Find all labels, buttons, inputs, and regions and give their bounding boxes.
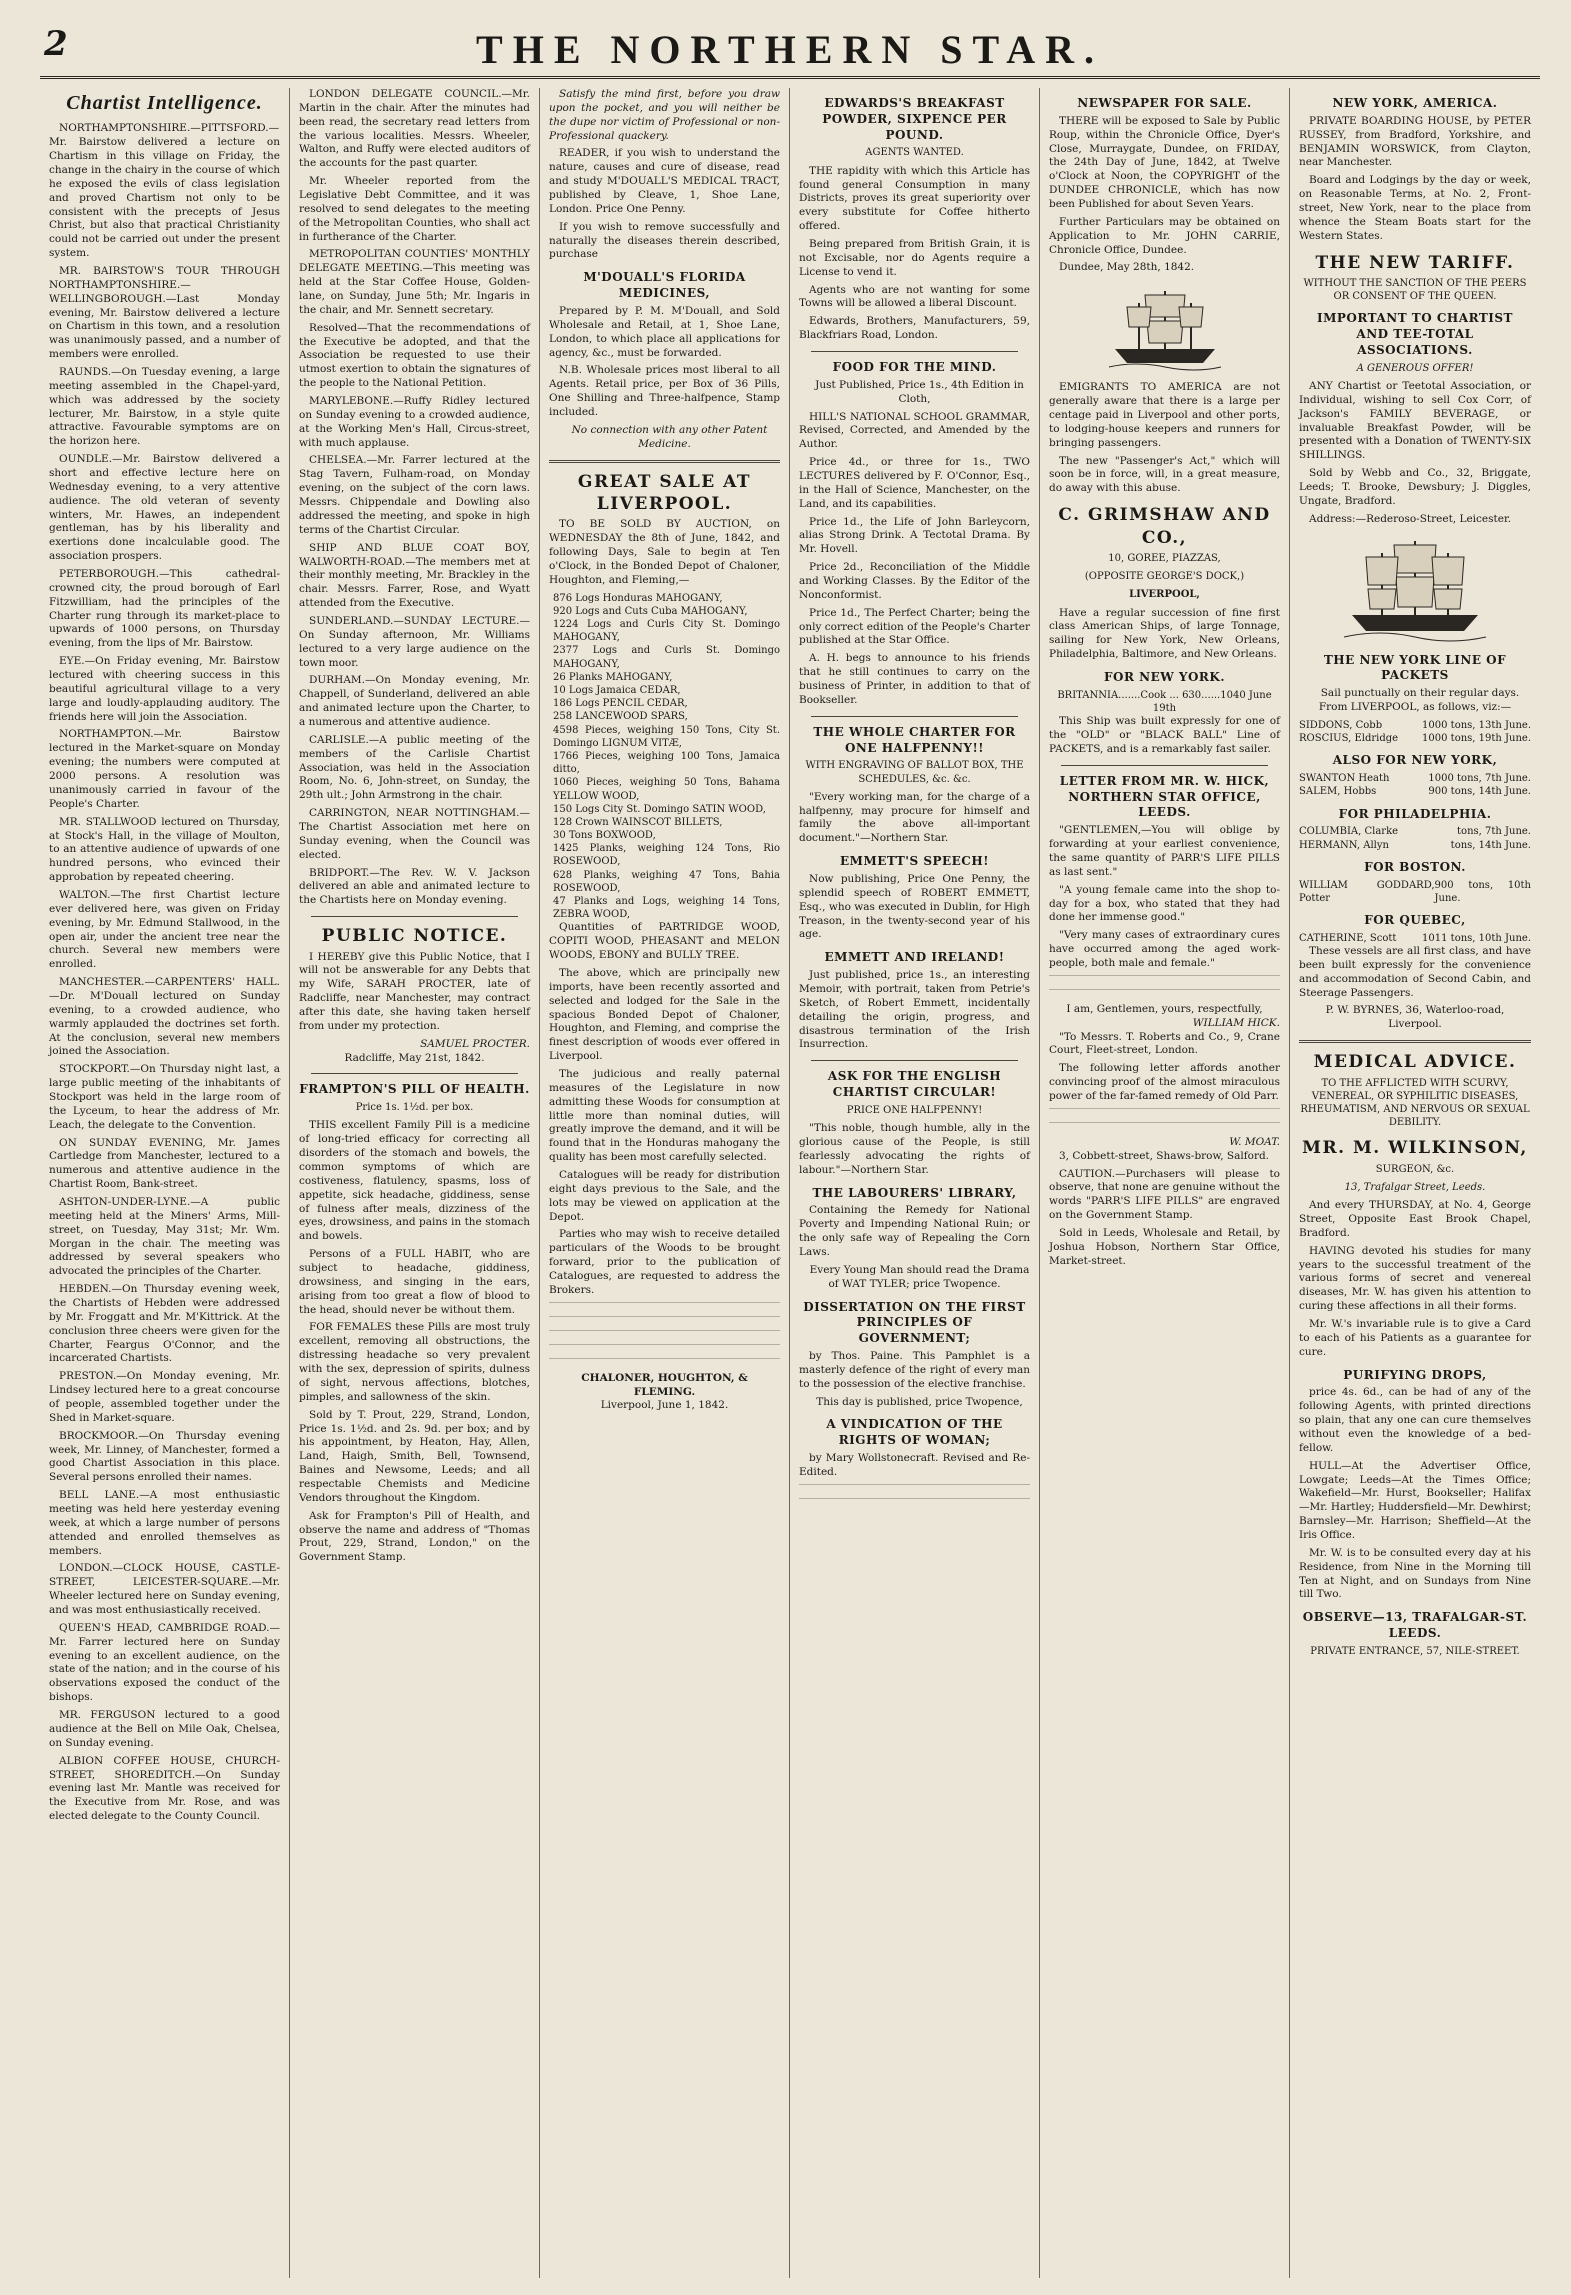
sailing-list xyxy=(1299,932,1531,945)
ad-paragraph: "Every working man, for the charge of a halfpenny, may procure for himself and family the above all-important document."—Northern Star. xyxy=(799,790,1030,845)
ad-heading: IMPORTANT TO CHARTIST AND TEE-TOTAL ASSOCIATIONS. xyxy=(1317,311,1513,358)
letter-paragraph: The following letter affords another convincing proof of the almost miraculous power of the far-famed remedy of Old Parr. xyxy=(1049,1062,1280,1103)
ad-heading: EMMETT AND IRELAND! xyxy=(824,950,1005,965)
ad-paragraph: Sold by Webb and Co., 32, Briggate, Leeds; T. Brooke, Dewsbury; J. Diggles, Ungate, Bradford. xyxy=(1299,467,1531,507)
ad-paragraph: ANY Chartist or Teetotal Association, or Individual, wishing to sell Cox Corr, of Jackson's FAMILY BEVERAGE, or invaluable Breakfast Powder, will be presented with a Donation of TWENTY-SIX SHILLINGS. xyxy=(1299,380,1531,462)
sale-place: Liverpool, June 1, 1842. xyxy=(600,1399,729,1412)
article-paragraph: LONDON.—CLOCK HOUSE, CASTLE-STREET, LEICESTER-SQUARE.—Mr. Wheeler lectured here on Sunday evening, and was most enthusiastically received. xyxy=(49,1562,280,1617)
sale-paragraph: Catalogues will be ready for distribution eight days previous to the Sale, and the lots may be viewed on application at the Depot. xyxy=(549,1169,780,1223)
article-paragraph: CHELSEA.—Mr. Farrer lectured at the Stag Tavern, Fulham-road, on Monday evening, on the subject of the corn laws. Messrs. Chippendale and Dowling also addressed the meeting, and spoke in high terms of the Chartist Circular. xyxy=(299,454,530,536)
ad-paragraph: Sail punctually on their regular days. From LIVERPOOL, as follows, viz:— xyxy=(1318,687,1520,714)
ad-paragraph: These vessels are all first class, and have been built expressly for the convenience and accommodation of Second Cabin, and Steerage Passengers. xyxy=(1299,945,1531,999)
sailing-entry xyxy=(1299,932,1531,945)
letter-paragraph: "To Messrs. T. Roberts and Co., 9, Crane Court, Fleet-street, London. xyxy=(1049,1030,1280,1057)
article-paragraph: CARLISLE.—A public meeting of the members of the Carlisle Chartist Association, was held in the Association Room, No. 6, John-street, on Sunday, the 29th ult.; John Armstrong in the chair. xyxy=(299,733,530,802)
divider xyxy=(811,1060,1018,1061)
ad-paragraph: Being prepared from British Grain, it is not Excisable, nor do Agents require a License to vend it. xyxy=(799,237,1030,278)
notice-text: I HEREBY give this Public Notice, that I will not be answerable for any Debts that my Wife, SARAH PROCTER, late of Radcliffe, near Manchester, may contract after this date, she having taken herself from under my protection. xyxy=(299,950,530,1032)
ad-heading: EDWARDS'S BREAKFAST POWDER, SIXPENCE PER POUND. xyxy=(822,96,1007,142)
ad-paragraph: Price 1d., the Life of John Barleycorn, alias Strong Drink. A Tectotal Drama. By Mr. Hovell. xyxy=(799,515,1030,556)
auction-lot: 1060 Pieces, weighing 50 Tons, Bahama YELLOW WOOD, xyxy=(553,777,780,802)
article-paragraph: HEBDEN.—On Thursday evening week, the Chartists of Hebden were addressed by Mr. Froggatt and Mr. M'Kittrick. At the conclusion three cheers were given for the Charter, Feargus O'Connor, and the incarcerated Chartists. xyxy=(49,1283,280,1365)
article-paragraph: EYE.—On Friday evening, Mr. Bairstow lectured with cheering success in this beautiful agricultural village to a very large and loudly-applauding auditory. The friends here will join the Association. xyxy=(49,655,280,723)
text-lines xyxy=(1049,1108,1280,1118)
column-1 xyxy=(40,88,290,2278)
divider xyxy=(549,460,780,463)
ad-paragraph: Just published, price 1s., an interesting Memoir, with portrait, taken from Petrie's Sketch, of Robert Emmett, incidentally detailing the origin, progress, and disastrous termination of the Irish Insurrection. xyxy=(799,969,1030,1051)
ship-name: SIDDONS, Cobb xyxy=(1299,720,1383,732)
ad-paragraph: FOR FEMALES these Pills are most truly excellent, removing all obstructions, the distressing headache so very prevalent with the sex, depression of spirits, dulness of sight, nervous affections, blotches, pimples, and sallowness of the skin. xyxy=(299,1321,530,1403)
ship-tonnage-date: tons, 14th June. xyxy=(1450,839,1531,851)
text-lines xyxy=(549,1302,780,1312)
ad-paragraph: HILL'S NATIONAL SCHOOL GRAMMAR, Revised, Corrected, and Amended by the Author. xyxy=(799,410,1030,451)
divider xyxy=(811,351,1018,352)
ad-paragraph: This day is published, price Twopence, xyxy=(816,1395,1023,1408)
sailing-list xyxy=(1299,825,1531,851)
letter-heading: LETTER FROM MR. W. HICK, NORTHERN STAR OFFICE, LEEDS. xyxy=(1059,773,1270,820)
sailing-entry xyxy=(1299,772,1531,785)
article-paragraph: STOCKPORT.—On Thursday night last, a large public meeting of the inhabitants of Stockport was held in the large room of the Lyceum, to hear the address of Mr. Leach, the delegate to the Convention. xyxy=(49,1063,280,1131)
section-title: Chartist Intelligence. xyxy=(66,92,263,114)
ad-heading: ALSO FOR NEW YORK, xyxy=(1332,753,1498,768)
ad-heading: NEWSPAPER FOR SALE. xyxy=(1077,96,1252,110)
ad-heading: FOR QUEBEC, xyxy=(1364,913,1466,927)
sale-paragraph: TO BE SOLD BY AUCTION, on WEDNESDAY the 8th of June, 1842, and following Days, Sale to begin at Ten o'Clock, in the Bonded Depot of Chaloner, Houghton, and Fleming,— xyxy=(549,518,780,586)
surgeon-title: SURGEON, &c. xyxy=(1375,1163,1455,1175)
ship-listing: BRITANNIA.......Cook ... 630......1040 June 19th xyxy=(1057,689,1272,715)
newspaper-title: THE NORTHERN STAR. xyxy=(476,27,1104,72)
auction-lot: 186 Logs PENCIL CEDAR, xyxy=(553,698,688,710)
ad-heading: THE NEW TARIFF. xyxy=(1315,252,1515,273)
article-paragraph: ASHTON-UNDER-LYNE.—A public meeting held at the Miners' Arms, Mill-street, on Tuesday, May 31st; Mr. Wm. Morgan in the chair. The meeting was addressed by several speakers who advocated the principles of the Charter. xyxy=(49,1195,280,1278)
ad-tagline: Satisfy the mind first, before you draw upon the pocket, and you will neither be the dupe nor victim of Professional or non-Professional quackery. xyxy=(549,88,780,142)
text-lines xyxy=(549,1344,780,1354)
sale-paragraph: The judicious and really paternal measures of the Legislature in now admitting these Woods for consumption at little more than nominal duties, will greatly improve the demand, and it will be found that in the Honduras mahogany the quality has been most carefully selected. xyxy=(549,1068,780,1164)
ad-paragraph: THERE will be exposed to Sale by Public Roup, within the Chronicle Office, Dyer's Close, Murraygate, Dundee, on FRIDAY, the 24th Day of June, 1842, at Twelve o'Clock at Noon, the COPYRIGHT of the DUNDEE CHRONICLE, which has now been Published for about Seven Years. xyxy=(1049,114,1280,210)
sailing-entry xyxy=(1299,785,1531,798)
ad-heading: FRAMPTON'S PILL OF HEALTH. xyxy=(299,1082,530,1097)
company-name: C. GRIMSHAW AND CO., xyxy=(1058,505,1271,548)
ad-paragraph: Price 4d., or three for 1s., TWO LECTURES delivered by F. O'Connor, Esq., in the Hall of Science, Manchester, on the Land, and its capabilities. xyxy=(799,456,1030,510)
divider xyxy=(311,1073,518,1074)
surgeon-name: MR. M. WILKINSON, xyxy=(1302,1138,1528,1159)
sale-paragraph: Parties who may wish to receive detailed particulars of the Woods to be brought forward, prior to the publication of Catalogues, are requested to address the Brokers. xyxy=(549,1228,780,1296)
ad-heading: FOR NEW YORK. xyxy=(1104,670,1225,685)
auction-lot: 30 Tons BOXWOOD, xyxy=(553,830,656,842)
article-paragraph: METROPOLITAN COUNTIES' MONTHLY DELEGATE MEETING.—This meeting was held at the Star Coffee House, Golden-lane, on Sunday, June 5th; Mr. Ingaris in the chair, and Mr. Sennett secretary. xyxy=(299,248,530,316)
article-paragraph: Mr. Wheeler reported from the Legislative Debt Committee, and it was resolved to send delegates to the meeting of the Metropolitan Counties, who shall act in furtherance of the Charter. xyxy=(299,175,530,243)
company-address: 10, GOREE, PIAZZAS, xyxy=(1108,553,1221,565)
ad-paragraph: by Thos. Paine. This Pamphlet is a masterly defence of the right of every man to the possession of the elective franchise. xyxy=(799,1350,1030,1390)
ship-tonnage-date: 900 tons, 10th June. xyxy=(1434,879,1531,904)
ad-paragraph: A. H. begs to announce to his friends that he still continues to carry on the business of Printer, in addition to that of Bookseller. xyxy=(799,652,1030,706)
article-paragraph: NORTHAMPTONSHIRE.—PITTSFORD.—Mr. Bairstow delivered a lecture on Chartism in this village on Friday, the change in the chairy in the course of which he exposed the evils of class legislation and proved Chartism not only to be consistent with the precepts of Jesus Christ, but also that practical Christianity could not be carried out under the present system. xyxy=(49,122,280,260)
sailing-entry xyxy=(1299,839,1531,852)
article-paragraph: ON SUNDAY EVENING, Mr. James Cartledge from Manchester, lectured to a numerous and attentive audience in the Chartist Room, Bank-street. xyxy=(49,1136,280,1191)
auction-lot: 920 Logs and Cuts Cuba MAHOGANY, xyxy=(553,605,748,617)
article-paragraph: MANCHESTER.—CARPENTERS' HALL.—Dr. M'Douall lectured on Sunday evening, to a crowded audience, who warmly applauded the doctrines set forth. At the conclusion, several new members joined the Association. xyxy=(49,976,280,1058)
ad-paragraph: If you wish to remove successfully and naturally the diseases therein described, purchase xyxy=(549,220,780,261)
text-lines xyxy=(1049,1122,1280,1132)
agents-list: HULL—At the Advertiser Office, Lowgate; Leeds—At the Times Office; Wakefield—Mr. Hurst, Bookseller; Halifax—Mr. Hartley; Huddersfield—Mr. Dewhirst; Barnsley—Mr. Harrison; Sheffield—At the Iris Office. xyxy=(1299,1459,1531,1542)
ad-paragraph: Edwards, Brothers, Manufacturers, 59, Blackfriars Road, London. xyxy=(799,315,1030,342)
ad-heading: THE NEW YORK LINE OF PACKETS xyxy=(1323,652,1507,683)
ad-heading: OBSERVE—13, TRAFALGAR-ST. LEEDS. xyxy=(1302,1610,1528,1641)
article-paragraph: BRIDPORT.—The Rev. W. V. Jackson delivered an able and animated lecture to the Chartists here on Monday evening. xyxy=(299,866,530,907)
ad-paragraph: EMIGRANTS TO AMERICA are not generally aware that there is a large per centage paid in Liverpool and other ports, to lodging-house keepers and runners for bringing passengers. xyxy=(1049,381,1280,449)
text-lines xyxy=(799,1498,1030,1508)
sailing-list xyxy=(1299,772,1531,798)
page-number: 2 xyxy=(44,24,68,64)
letter-signature: W. MOAT. xyxy=(1229,1135,1280,1148)
divider xyxy=(1061,765,1268,766)
article-paragraph: RAUNDS.—On Tuesday evening, a large meeting assembled in the Chapel-yard, which was addressed by the society lecturer, Mr. Bairstow, in a style quite attractive. Favourable symptoms are on the horizon here. xyxy=(49,366,280,448)
article-paragraph: WALTON.—The first Chartist lecture ever delivered here, was given on Friday evening, by Mr. Edmund Stallwood, in the open air, under the ancient tree near the church. Several new members were enrolled. xyxy=(49,888,280,971)
ad-heading: PURIFYING DROPS, xyxy=(1343,1367,1487,1382)
ad-paragraph: Persons of a FULL HABIT, who are subject to headache, giddiness, drowsiness, and singing in the ears, arising from too great a flow of blood to the head, should never be without them. xyxy=(299,1248,530,1316)
ad-subheading: WITH ENGRAVING OF BALLOT BOX, THE SCHEDULES, &c. &c. xyxy=(805,760,1024,785)
ship-name: HERMANN, Allyn xyxy=(1299,839,1389,851)
sale-paragraph: The above, which are principally new imports, have been recently assorted and selected and lodged for the Sale in the spacious Bonded Depot of Chaloner, Houghton, and Fleming, and comprise the finest description of woods ever offered in Liverpool. xyxy=(549,967,780,1063)
auction-lot: 4598 Pieces, weighing 150 Tons, City St. Domingo LIGNUM VITÆ, xyxy=(553,724,780,749)
masthead xyxy=(40,18,1540,79)
notice-signature: SAMUEL PROCTER. xyxy=(420,1037,530,1050)
sailing-list xyxy=(1299,879,1531,905)
article-paragraph: DURHAM.—On Monday evening, Mr. Chappell, of Sunderland, delivered an able and animated lecture upon the Charter, to a numerous and attentive audience. xyxy=(299,674,530,728)
sailing-entry xyxy=(1299,879,1531,905)
ship-tonnage-date: 1000 tons, 19th June. xyxy=(1422,733,1531,745)
article-paragraph: PETERBOROUGH.—This cathedral-crowned city, the proud borough of Earl Fitzwilliam, had the principles of the Charter rung through its market-place to upwards of 1000 persons, on Thursday evening, from the lips of Mr. Bairstow. xyxy=(49,568,280,650)
ad-subheading: AGENTS WANTED. xyxy=(865,147,964,159)
ad-paragraph: Price 2d., Reconciliation of the Middle and Working Classes. By the Editor of the Nonconformist. xyxy=(799,561,1030,601)
ad-paragraph: Board and Lodgings by the day or week, on Reasonable Terms, at No. 2, Front-street, New York, near to the place from whence the Steam Boats start for the Western States. xyxy=(1299,174,1531,242)
ad-signature: P. W. BYRNES, 36, Waterloo-road, Liverpool. xyxy=(1325,1004,1505,1031)
sale-signature: CHALONER, HOUGHTON, & FLEMING. xyxy=(581,1371,748,1398)
article-paragraph: CARRINGTON, NEAR NOTTINGHAM.—The Chartist Association met here on Sunday evening, when the Council was elected. xyxy=(299,807,530,861)
ad-subheading: PRICE ONE HALFPENNY! xyxy=(846,1104,983,1116)
auction-lot: 2377 Logs and Curls St. Domingo MAHOGANY, xyxy=(553,645,780,670)
article-paragraph: MARYLEBONE.—Ruffy Ridley lectured on Sunday evening to a crowded audience, at the Working Men's Hall, Circus-street, with much applause. xyxy=(299,395,530,449)
ad-heading: DISSERTATION ON THE FIRST PRINCIPLES OF GOVERNMENT; xyxy=(803,1299,1026,1346)
auction-lot: 258 LANCEWOOD SPARS, xyxy=(553,711,688,723)
auction-lot: 1224 Logs and Curls City St. Domingo MAHOGANY, xyxy=(553,619,780,644)
letter-signature: WILLIAM HICK. xyxy=(1192,1016,1280,1029)
article-paragraph: NORTHAMPTON.—Mr. Bairstow lectured in the Market-square on Monday evening; the numbers were computed at 2000 persons. A resolution was unanimously carried in favour of the People's Charter. xyxy=(49,728,280,810)
ad-heading: FOR PHILADELPHIA. xyxy=(1338,806,1492,821)
ad-paragraph: THE rapidity with which this Article has found general Consumption in many Districts, proves its great superiority over every substitute for Coffee hitherto offered. xyxy=(799,164,1030,233)
article-paragraph: BELL LANE.—A most enthusiastic meeting was held here yesterday evening week, at which a large number of persons attended and enrolled themselves as members. xyxy=(49,1489,280,1557)
article-columns xyxy=(40,88,1540,2278)
auction-lot: 150 Logs City St. Domingo SATIN WOOD, xyxy=(553,803,766,815)
ad-paragraph: by Mary Wollstonecraft. Revised and Re-Edited. xyxy=(799,1452,1030,1478)
ship-tonnage-date: 900 tons, 14th June. xyxy=(1428,786,1531,798)
ad-paragraph: Have a regular succession of fine first class American Ships, of large Tonnage, sailing for New York, New Orleans, Philadelphia, Baltimore, and New Orleans. xyxy=(1049,606,1280,661)
ad-heading: NEW YORK, AMERICA. xyxy=(1332,96,1498,110)
column-6 xyxy=(1290,88,1540,2278)
article-paragraph: MR. STALLWOOD lectured on Thursday, at Stock's Hall, in the village of Moulton, to an attentive audience of upwards of one hundred persons, who evinced their approbation by repeated cheering. xyxy=(49,815,280,884)
auction-lot: 47 Planks and Logs, weighing 14 Tons, ZEBRA WOOD, xyxy=(553,896,780,921)
ad-paragraph: "This noble, though humble, ally in the glorious cause of the People, is still fearlessly advocating the rights of labour."—Northern Star. xyxy=(799,1122,1030,1176)
ship-tonnage-date: 1000 tons, 7th June. xyxy=(1428,773,1531,785)
article-paragraph: LONDON DELEGATE COUNCIL.—Mr. Martin in the chair. After the minutes had been read, the secretary read letters from the various localities. Messrs. Wheeler, Walton, and Ruffy were elected auditors of the accounts for the past quarter. xyxy=(299,88,530,170)
article-paragraph: PRESTON.—On Monday evening, Mr. Lindsey lectured here to a great concourse of people, assembled together under the Shed in Market-square. xyxy=(49,1370,280,1424)
ad-paragraph: Mr. W. is to be consulted every day at his Residence, from Nine in the Morning till Ten at Night, and on Sundays from Nine till Two. xyxy=(1299,1546,1531,1601)
sailing-entry xyxy=(1299,825,1531,838)
ad-paragraph: Address:—Rederoso-Street, Leicester. xyxy=(1309,512,1512,525)
medical-advice-heading: MEDICAL ADVICE. xyxy=(1313,1052,1517,1073)
ad-paragraph: And every THURSDAY, at No. 4, George Street, Opposite East Brook Chapel, Bradford. xyxy=(1299,1199,1531,1239)
ship-name: CATHERINE, Scott xyxy=(1299,932,1397,944)
ad-note: No connection with any other Patent Medicine. xyxy=(571,423,768,450)
notice-heading: PUBLIC NOTICE. xyxy=(321,926,508,947)
auction-lot: 128 Crown WAINSCOT BILLETS, xyxy=(553,816,723,828)
article-paragraph: SUNDERLAND.—SUNDAY LECTURE.—On Sunday afternoon, Mr. Williams lectured to a very large audience on the town moor. xyxy=(299,614,530,669)
article-paragraph: MR. BAIRSTOW'S TOUR THROUGH NORTHAMPTONSHIRE.—WELLINGBOROUGH.—Last Monday evening, Mr. Bairstow delivered a lecture on Chartism in this town, and a resolution was unanimously passed, and a number of members were enrolled. xyxy=(49,264,280,361)
ad-paragraph: Prepared by P. M. M'Douall, and Sold Wholesale and Retail, at 1, Shoe Lane, London, to which place all applications for agency, &c., must be forwarded. xyxy=(549,304,780,359)
column-4 xyxy=(790,88,1040,2278)
ad-paragraph: Further Particulars may be obtained on Application to Mr. JOHN CARRIE, Chronicle Office, Dundee. xyxy=(1049,215,1280,256)
ship-name: WILLIAM GODDARD, Potter xyxy=(1299,879,1435,904)
ad-price: Price 1s. 1½d. per box. xyxy=(355,1102,474,1114)
letter-paragraph: "A young female came into the shop to-day for a box, who stated that they had done her immense good." xyxy=(1049,883,1280,924)
ship-tonnage-date: 1000 tons, 13th June. xyxy=(1422,720,1531,732)
divider xyxy=(311,916,518,917)
article-paragraph: BROCKMOOR.—On Thursday evening week, Mr. Linney, of Manchester, formed a good Chartist Association in this place. Several persons enrolled their names. xyxy=(49,1429,280,1484)
auction-lot: 876 Logs Honduras MAHOGANY, xyxy=(553,592,723,604)
ad-paragraph: Dundee, May 28th, 1842. xyxy=(1059,261,1195,274)
ship-tonnage-date: 1011 tons, 10th June. xyxy=(1422,932,1531,944)
letter-paragraph: "GENTLEMEN,—You will oblige by forwarding at your earliest convenience, the same quantity of PARR'S LIFE PILLS as last sent." xyxy=(1049,824,1280,878)
sale-heading: GREAT SALE AT LIVERPOOL. xyxy=(577,471,752,514)
ad-heading: A VINDICATION OF THE RIGHTS OF WOMAN; xyxy=(826,1417,1003,1448)
ad-heading: FOOD FOR THE MIND. xyxy=(832,359,997,374)
ad-paragraph: READER, if you wish to understand the nature, causes and cure of disease, read and study M'DOUALL'S MEDICAL TRACT, published by Cleave, 1, Shoe Lane, London. Price One Penny. xyxy=(549,147,780,215)
letter-paragraph: 3, Cobbett-street, Shaws-brow, Salford. xyxy=(1059,1149,1270,1162)
sailing-ship-icon xyxy=(1105,283,1225,373)
ad-paragraph: Containing the Remedy for National Poverty and Impending National Ruin; or the only safe way of Repealing the Corn Laws. xyxy=(799,1204,1030,1258)
ad-paragraph: Now publishing, Price One Penny, the splendid speech of ROBERT EMMETT, Esq., who was executed in Dublin, for High Treason, in the twenty-second year of his age. xyxy=(799,873,1030,941)
packet-ship-icon xyxy=(1340,535,1490,645)
ad-heading: M'DOUALL'S FLORIDA MEDICINES, xyxy=(583,270,746,301)
ad-paragraph: This Ship was built expressly for one of the "OLD" or "BLACK BALL" Line of PACKETS, and is a remarkably fast sailer. xyxy=(1049,715,1280,755)
text-lines xyxy=(549,1330,780,1340)
text-lines xyxy=(549,1358,780,1368)
company-city: LIVERPOOL, xyxy=(1129,589,1200,601)
sailing-entry xyxy=(1299,732,1531,745)
ad-paragraph: Mr. W.'s invariable rule is to give a Card to each of his Patients as a guarantee for cure. xyxy=(1299,1318,1531,1358)
article-paragraph: SHIP AND BLUE COAT BOY, WALWORTH-ROAD.—The members met at their monthly meeting, Mr. Brackley in the chair. Messrs. Farrer, Rose, and Wyatt attended from the Executive. xyxy=(299,541,530,610)
ad-subheading: PRIVATE ENTRANCE, 57, NILE-STREET. xyxy=(1310,1646,1520,1657)
ad-paragraph: THIS excellent Family Pill is a medicine of long-tried efficacy for correcting all disorders of the stomach and bowels, the common symptoms of which are costiveness, flatulency, spasms, loss of appetite, sick headache, giddiness, sense of fulness after meals, dizziness of the eyes, drowsiness, and pains in the stomach and bowels. xyxy=(299,1119,530,1243)
column-3 xyxy=(540,88,790,2278)
ad-heading: THE LABOURERS' LIBRARY, xyxy=(812,1185,1017,1200)
ad-paragraph: The new "Passenger's Act," which will soon be in force, will, in a great measure, do away with this abuse. xyxy=(1049,454,1280,495)
ad-paragraph: N.B. Wholesale prices most liberal to all Agents. Retail price, per Box of 36 Pills, One Shilling and Three-halfpence, Stamp included. xyxy=(549,364,780,418)
ad-paragraph: price 4s. 6d., can be had of any of the following Agents, with printed directions so plain, that any one can cure themselves without even the knowledge of a bed-fellow. xyxy=(1299,1386,1531,1454)
article-paragraph: Resolved—That the recommendations of the Executive be adopted, and that the Association be requested to use their utmost exertion to obtain the signatures of the people to the National Petition. xyxy=(299,321,530,390)
article-paragraph: ALBION COFFEE HOUSE, CHURCH-STREET, SHOREDITCH.—On Sunday evening last Mr. Mantle was received for the Executive from Mr. Rose, and was elected delegate to the County Council. xyxy=(49,1754,280,1823)
ad-paragraph: PRIVATE BOARDING HOUSE, by PETER RUSSEY, from Bradford, Yorkshire, and BENJAMIN WORSWICK, from Clayton, near Manchester. xyxy=(1299,114,1531,169)
ad-paragraph: Ask for Frampton's Pill of Health, and observe the name and address of "Thomas Prout, 229, Strand, London," on the Government Stamp. xyxy=(299,1509,530,1564)
notice-place: Radcliffe, May 21st, 1842. xyxy=(344,1051,485,1064)
ad-paragraph: Price 1d., The Perfect Charter; being the only correct edition of the People's Charter published at the Star Office. xyxy=(799,606,1030,647)
ad-paragraph: HAVING devoted his studies for many years to the successful treatment of the various forms of secret and venereal diseases, Mr. W. has given his attention to curing these affections in all their forms. xyxy=(1299,1244,1531,1313)
text-lines xyxy=(549,1316,780,1326)
ad-paragraph: Just Published, Price 1s., 4th Edition in Cloth, xyxy=(815,378,1024,405)
text-lines xyxy=(1049,975,1280,985)
auction-lot: 1425 Planks, weighing 124 Tons, Rio ROSEWOOD, xyxy=(553,843,780,868)
ad-heading: ASK FOR THE ENGLISH CHARTIST CIRCULAR! xyxy=(827,1069,1002,1100)
ad-heading: THE WHOLE CHARTER FOR ONE HALFPENNY!! xyxy=(813,724,1016,755)
medical-subheading: TO THE AFFLICTED WITH SCURVY, VENEREAL, OR SYPHILITIC DISEASES, RHEUMATISM, AND NERVOUS OR SEXUAL DEBILITY. xyxy=(1300,1077,1530,1129)
ship-name: SALEM, Hobbs xyxy=(1299,786,1377,798)
ship-tonnage-date: tons, 7th June. xyxy=(1457,826,1531,838)
text-lines xyxy=(1049,989,1280,999)
article-paragraph: QUEEN'S HEAD, CAMBRIDGE ROAD.—Mr. Farrer lectured here on Sunday evening to an excellent audience, on the state of the nation; and in the course of his observations exposed the conduct of the bishops. xyxy=(49,1621,280,1704)
divider xyxy=(811,716,1018,717)
ad-paragraph: Agents who are not wanting for some Towns will be allowed a liberal Discount. xyxy=(799,283,1030,310)
ship-name: SWANTON Heath xyxy=(1299,773,1390,785)
letter-paragraph: "Very many cases of extraordinary cures have occurred among the aged work-people, both male and female." xyxy=(1049,929,1280,970)
caution-paragraph: CAUTION.—Purchasers will please to observe, that none are genuine without the words "PARR'S LIFE PILLS" are engraved on the Government Stamp. xyxy=(1049,1167,1280,1222)
ad-heading: EMMETT'S SPEECH! xyxy=(840,854,989,869)
ad-subheading: A GENEROUS OFFER! xyxy=(1356,362,1474,374)
sailing-entry xyxy=(1299,719,1531,732)
column-2 xyxy=(290,88,540,2278)
auction-lot: 10 Logs Jamaica CEDAR, xyxy=(553,685,681,697)
sale-paragraph: Quantities of PARTRIDGE WOOD, COPITI WOOD, PHEASANT and MELON WOODS, EBONY and BULLY TREE. xyxy=(549,921,780,962)
ship-name: ROSCIUS, Eldridge xyxy=(1299,733,1399,745)
company-address-note: (OPPOSITE GEORGE'S DOCK,) xyxy=(1084,571,1245,583)
divider xyxy=(1299,1040,1531,1043)
sailing-list xyxy=(1299,719,1531,745)
article-paragraph: MR. FERGUSON lectured to a good audience at the Bell on Mile Oak, Chelsea, on Sunday evening. xyxy=(49,1709,280,1749)
auction-lot: 628 Planks, weighing 47 Tons, Bahia ROSEWOOD, xyxy=(553,869,780,894)
ship-name: COLUMBIA, Clarke xyxy=(1299,826,1399,838)
ad-subheading: WITHOUT THE SANCTION OF THE PEERS OR CONSENT OF THE QUEEN. xyxy=(1303,278,1527,303)
letter-closing: I am, Gentlemen, yours, respectfully, xyxy=(1066,1002,1263,1015)
lot-list xyxy=(549,592,780,922)
ad-paragraph: Sold in Leeds, Wholesale and Retail, by Joshua Hobson, Northern Star Office, Market-street. xyxy=(1049,1227,1280,1267)
auction-lot: 1766 Pieces, weighing 100 Tons, Jamaica ditto, xyxy=(553,750,780,776)
auction-lot: 26 Planks MAHOGANY, xyxy=(553,671,673,683)
column-5 xyxy=(1040,88,1290,2278)
ad-paragraph: Sold by T. Prout, 229, Strand, London, Price 1s. 1½d. and 2s. 9d. per box; and by his appointment, by Heaton, Hay, Allen, Land, Haigh, Smith, Bell, Townsend, Baines and Newsome, Leeds; and all respectable Chemists and Medicine Vendors throughout the Kingdom. xyxy=(299,1408,530,1504)
ad-heading: FOR BOSTON. xyxy=(1364,859,1466,874)
text-lines xyxy=(799,1484,1030,1494)
article-paragraph: OUNDLE.—Mr. Bairstow delivered a short and effective lecture here on Wednesday evening, to a very attentive audience. The old veteran of seventy winters, Mr. Hawes, an independent gentleman, has by his liberality and exertions done incalculable good. The association prospers. xyxy=(49,453,280,563)
ad-paragraph: Every Young Man should read the Drama of WAT TYLER; price Twopence. xyxy=(809,1263,1030,1290)
surgeon-address: 13, Trafalgar Street, Leeds. xyxy=(1344,1181,1486,1193)
